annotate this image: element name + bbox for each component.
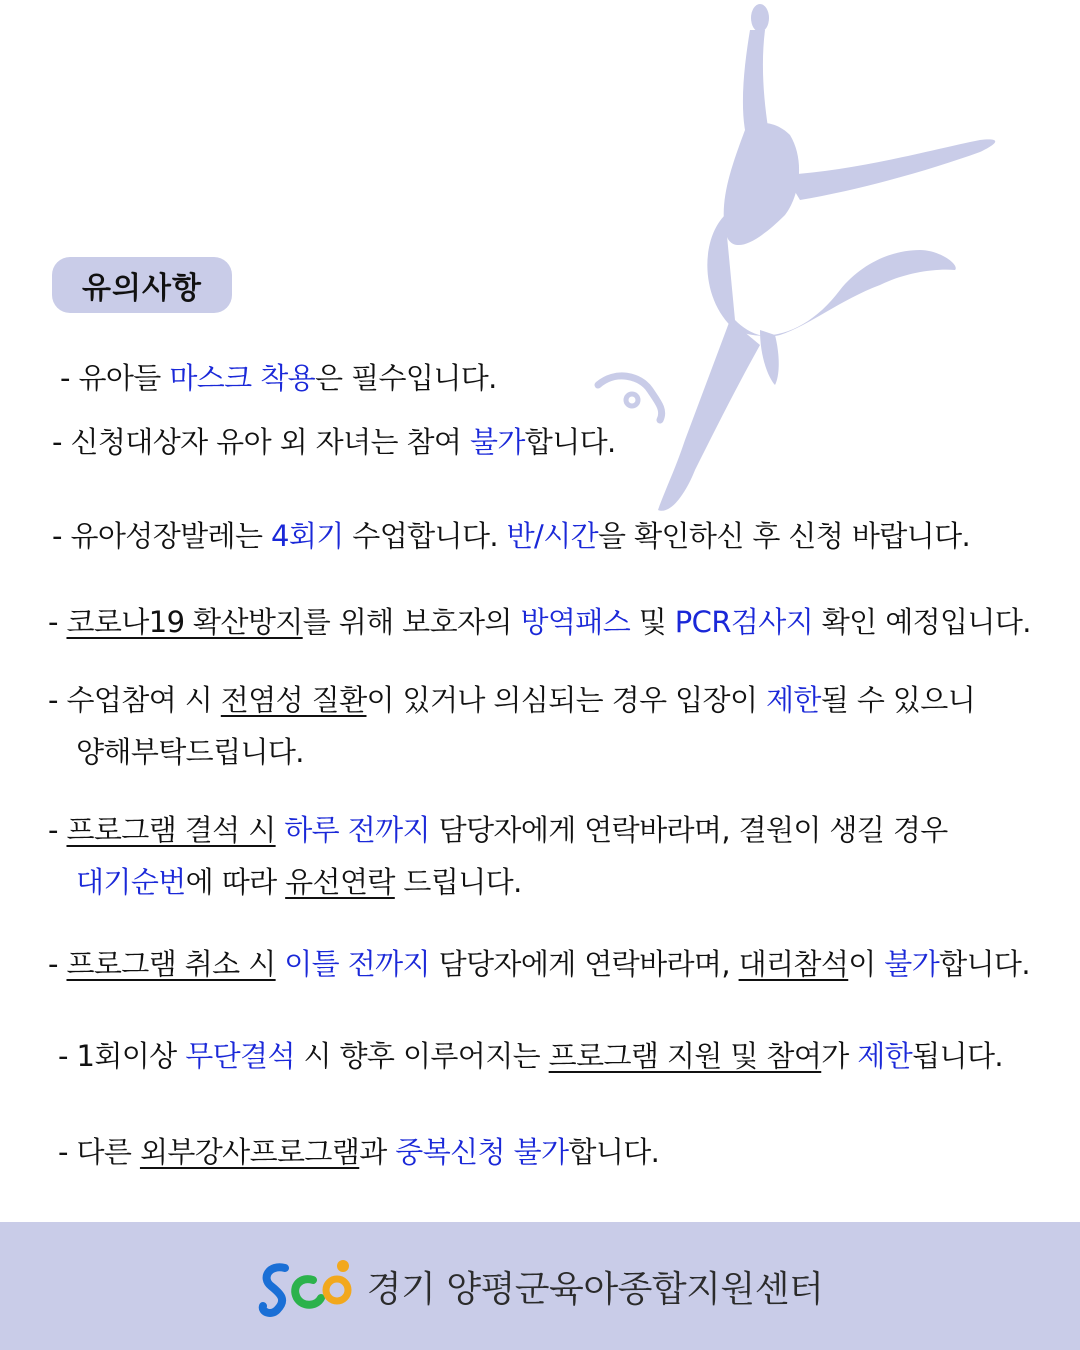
notice-item: - 프로그램 결석 시 하루 전까지 담당자에게 연락바라며, 결원이 생길 경우 xyxy=(48,813,948,847)
notice-item: - 1회이상 무단결석 시 향후 이루어지는 프로그램 지원 및 참여가 제한됩니다. xyxy=(58,1039,1003,1073)
notice-item-continuation: 대기순번에 따라 유선연락 드립니다. xyxy=(76,865,522,899)
section-title-badge xyxy=(52,257,232,313)
notice-item: - 프로그램 취소 시 이틀 전까지 담당자에게 연락바라며, 대리참석이 불가합니다. xyxy=(48,947,1030,981)
notice-item: - 유아들 마스크 착용은 필수입니다. xyxy=(60,361,497,395)
section-title: 유의사항 xyxy=(82,271,202,306)
footer-bar xyxy=(0,1222,1080,1350)
notice-item: - 코로나19 확산방지를 위해 보호자의 방역패스 및 PCR검사지 확인 예정입니다. xyxy=(48,605,1031,639)
ballerina-silhouette-icon xyxy=(560,0,1080,520)
center-logo-icon xyxy=(257,1254,357,1318)
notice-item: - 신청대상자 유아 외 자녀는 참여 불가합니다. xyxy=(52,425,616,459)
notice-item: - 다른 외부강사프로그램과 중복신청 불가합니다. xyxy=(58,1135,660,1169)
notice-item: - 유아성장발레는 4회기 수업합니다. 반/시간을 확인하신 후 신청 바랍니다. xyxy=(52,519,971,553)
org-name: 경기 양평군육아종합지원센터 xyxy=(366,1268,824,1310)
notice-item-continuation: 양해부탁드립니다. xyxy=(76,735,304,769)
notice-item: - 수업참여 시 전염성 질환이 있거나 의심되는 경우 입장이 제한될 수 있으니 xyxy=(48,683,976,717)
